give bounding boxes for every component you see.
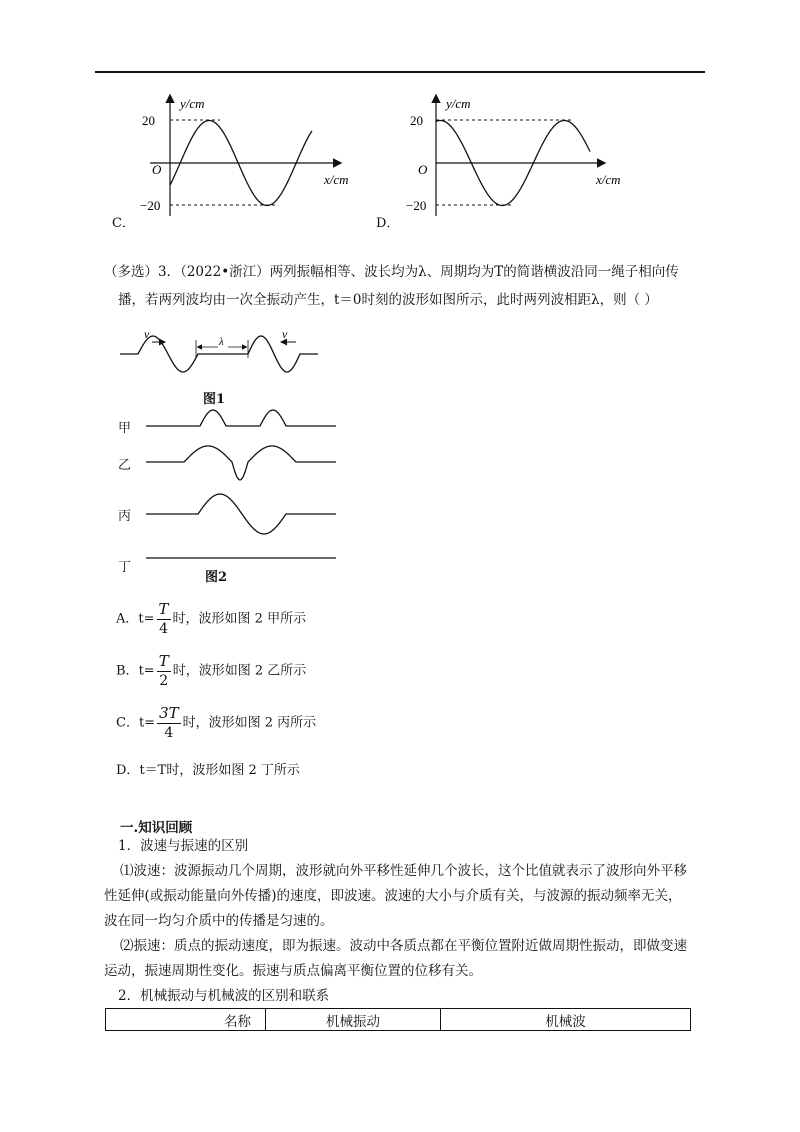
answer-c-letter: C． (116, 715, 139, 731)
answer-b-prefix: t= (138, 663, 155, 679)
answer-c-text: 时，波形如图 2 丙所示 (182, 715, 317, 731)
answer-a-letter: A． (116, 611, 139, 627)
paragraph-vibration-speed: ⑵振速：质点的振动速度，即为振速。波动中各质点都在平衡位置附近做周期性振动，即做变速运动，振速周期性变化。振速与质点偏离平衡位置的位移有关。 (104, 938, 687, 979)
section-title: 一.知识回顾 (120, 820, 193, 836)
y-axis-label: y/cm (446, 96, 471, 111)
fraction-numerator: T (158, 600, 169, 618)
waveform-jia (146, 410, 336, 426)
graph-option-d (404, 92, 644, 222)
option-c-letter: C． (112, 216, 135, 231)
fraction-denominator: 2 (159, 673, 169, 689)
option-d-label (376, 212, 399, 231)
origin-label: O (418, 162, 428, 177)
item-1-heading: 1．波速与振速的区别 (118, 838, 249, 854)
y-bottom-tick: −20 (140, 198, 161, 213)
y-bottom-tick: −20 (406, 198, 427, 213)
fraction (157, 602, 171, 636)
wave-label-yi: 乙 (118, 458, 132, 473)
answer-b-text: 时，波形如图 2 乙所示 (172, 663, 307, 679)
comparison-table (105, 1008, 691, 1031)
v-left-label: v (144, 327, 150, 341)
answer-a-text: 时，波形如图 2 甲所示 (172, 611, 307, 627)
answer-b[interactable] (116, 654, 306, 688)
wave-label-bing: 丙 (118, 509, 132, 524)
fraction-denominator: 4 (159, 621, 168, 637)
y-axis-label: y/cm (180, 96, 205, 111)
fraction-numerator: T (158, 652, 169, 670)
option-d-letter: D． (376, 216, 400, 231)
lambda-label: λ (219, 336, 224, 348)
question-3-line1: （多选）3．（2022•浙江）两列振幅相等、波长均为λ、周期均为T的简谐横波沿同一绳子相向传 (104, 264, 679, 280)
table-header-name: 名称 (106, 1009, 266, 1031)
answer-a-prefix: t= (138, 611, 155, 627)
graph-option-c (140, 92, 380, 222)
y-top-tick: 20 (410, 113, 423, 128)
answer-d-letter: D． (116, 763, 140, 778)
answer-d-text: t＝T时，波形如图 2 丁所示 (139, 763, 300, 778)
fraction-denominator: 4 (164, 725, 174, 741)
option-c-label (112, 212, 135, 231)
wave-label-ding: 丁 (118, 560, 132, 575)
answer-b-letter: B． (116, 663, 139, 679)
figure-2-caption: 图2 (205, 570, 228, 585)
x-axis-label: x/cm (596, 172, 621, 187)
table-header-vibration: 机械振动 (266, 1009, 441, 1031)
table-header-row (106, 1009, 691, 1031)
waveform-bing (146, 494, 336, 534)
wave-label-jia: 甲 (118, 421, 132, 436)
y-top-tick: 20 (142, 113, 155, 128)
paragraph-wave-speed: ⑴波速：波源振动几个周期，波形就向外平移性延伸几个波长，这个比值就表示了波形向外平移性延伸(或振动能量向外传播)的速度，即波速。波速的大小与介质有关，与波源的振动频率无关，波在同一均匀介质中的传播是匀速的。 (104, 863, 687, 929)
origin-label: O (152, 162, 162, 177)
figure-2 (140, 400, 340, 570)
question-3 (104, 258, 704, 314)
answer-c-prefix: t= (138, 715, 156, 731)
x-axis-label: x/cm (324, 172, 349, 187)
fraction (157, 654, 171, 688)
fraction-numerator: 3T (159, 704, 179, 722)
fraction (157, 706, 181, 740)
item-2-heading: 2．机械振动与机械波的区别和联系 (118, 988, 330, 1004)
answer-d[interactable] (116, 759, 300, 778)
answer-a[interactable] (116, 602, 306, 636)
figure-1-caption: 图1 (203, 392, 226, 407)
figure-1 (118, 326, 328, 386)
table-header-wave: 机械波 (441, 1009, 691, 1031)
top-rule (95, 71, 705, 73)
v-right-label: v (282, 327, 288, 341)
question-3-line2: 播，若两列波均由一次全振动产生，t＝0时刻的波形如图所示，此时两列波相距λ，则（ ） (118, 292, 658, 308)
answer-c[interactable] (116, 706, 316, 740)
waveform-yi (146, 446, 336, 480)
